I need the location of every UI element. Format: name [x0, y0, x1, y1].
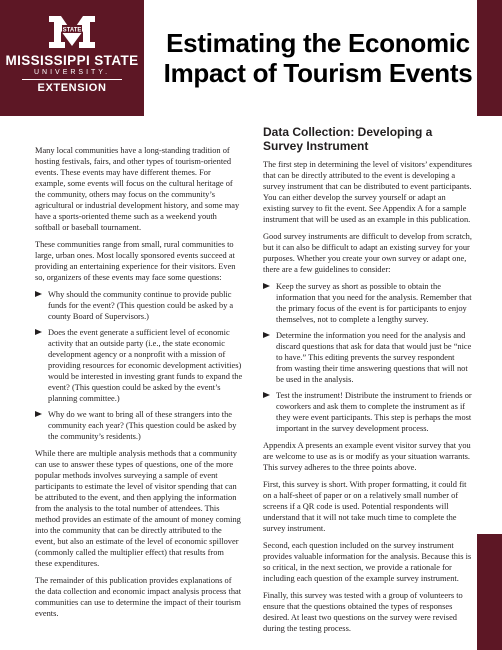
list-item: Why should the community continue to provide public funds for the event? (This question could be asked by a county Board of Supervisors.) [35, 289, 243, 322]
svg-text:STATE: STATE [62, 27, 82, 34]
paragraph: Second, each question included on the survey instrument provides valuable information for the analysis. Because this is so critical, in the next section, we provide a rationale for including each question of the example survey instrument. [263, 541, 472, 583]
triangle-bullet-icon [263, 392, 270, 398]
list-item: Determine the information you need for the analysis and discard questions that ask for data that would just be “nice to have.” This editing prevents the survey respondent from wasting their time answering questions that will not be used in the analysis. [263, 330, 472, 385]
paragraph: Finally, this survey was tested with a group of volunteers to ensure that the questions obtained the types of responses desired. At least two questions on the survey were revised during the testing process. [263, 591, 463, 633]
triangle-bullet-icon [35, 329, 42, 335]
list-item: Test the instrument! Distribute the instrument to friends or coworkers and ask them to complete the instrument as if they were event participants. This step is perhaps the most important in the survey development process. [263, 390, 472, 434]
university-name: MISSISSIPPI STATE [5, 53, 139, 68]
triangle-bullet-icon [35, 291, 42, 297]
list-item: Does the event generate a sufficient level of economic activity that an outside party (i.e., the state economic development agency or a nonprofit with a mission of providing resources for economic development activities) would be interested in investing grant funds to expand the event? (This question could be asked by the event’s planning committee.) [35, 327, 243, 404]
triangle-bullet-icon [35, 411, 42, 417]
page-title [158, 28, 478, 88]
logo-divider [22, 79, 122, 80]
paragraph: Many local communities have a long-standing tradition of hosting festivals, fairs, and other types of tourism-oriented events. These events may have different themes. For example, some events will focus on the cultural heritage of the community, others may focus on the community’s agricultural or industrial development history, and some may have a sports-oriented theme such as a weekend youth softball or baseball tournament. [35, 146, 240, 232]
paragraph: First, this survey is short. With proper formatting, it could fit on a half-sheet of paper or on a relatively small number of screens if a QR code is used. Potential respondents will understand that it will not take much time to complete the survey instrument. [263, 480, 467, 533]
section-heading: Data Collection: Developing a Survey Instrument [263, 125, 433, 153]
left-column [35, 145, 243, 625]
triangle-bullet-icon [263, 332, 270, 338]
title-line-2: Impact of Tourism Events [163, 58, 473, 88]
title-line-1: Estimating the Economic [166, 28, 470, 58]
paragraph: The first step in determining the level of visitors’ expenditures that can be directly attributed to the event is developing a survey instrument that can be distributed to event participants. You can either develop the survey yourself or adapt an existing survey to fit the event. See Appendix A for a sample instrument that will be used as an example in this publication. [263, 160, 472, 224]
paragraph: These communities range from small, rural communities to large, urban ones. Most locally sponsored events succeed at providing an entertaining experience for their visitors. Even so, organizers of these events may face some questions: [35, 240, 236, 282]
list-item: Keep the survey as short as possible to obtain the information that you need for the analysis. Remember that the primary focus of the event is for participants to enjoy themselves, not to complete a lengthy survey. [263, 281, 472, 325]
msu-m-shield-icon [45, 12, 99, 52]
msu-extension-logo [0, 12, 144, 94]
university-sub: UNIVERSITY. [33, 69, 111, 76]
footer-accent-bar [477, 534, 502, 650]
paragraph: Appendix A presents an example event visitor survey that you are welcome to use as is or modify as your situation warrants. This survey adheres to the three points above. [263, 441, 471, 472]
list-item: Why do we want to bring all of these strangers into the community each year? (This question could be asked by the community’s residents.) [35, 409, 243, 442]
triangle-bullet-icon [263, 283, 270, 289]
paragraph: Good survey instruments are difficult to develop from scratch, but it can also be difficult to adapt an existing survey for your purposes. Whether you create your own survey or adapt one, there are a few guidelines to consider: [263, 232, 472, 274]
right-column [263, 125, 472, 640]
question-list [35, 289, 243, 442]
extension-label: EXTENSION [37, 82, 107, 94]
paragraph: The remainder of this publication provides explanations of the data collection and economic impact analysis process that communities can use to determine the impact of their tourism events. [35, 576, 242, 618]
guideline-list [263, 281, 472, 434]
paragraph: While there are multiple analysis methods that a community can use to answer these types of questions, one of the more popular methods involves surveying a sample of event participants to estimate the level of visitor spending that can be attributed to the event, and then applying the information from the analysis to the total number of attendees. This method provides an estimate of the amount of money coming into the community that can be directly attributed to the event, but also an estimate of the level of economic spillover (commonly called the multiplier effect) that results from these expenditures. [35, 449, 241, 568]
header-accent-bar [477, 0, 502, 116]
